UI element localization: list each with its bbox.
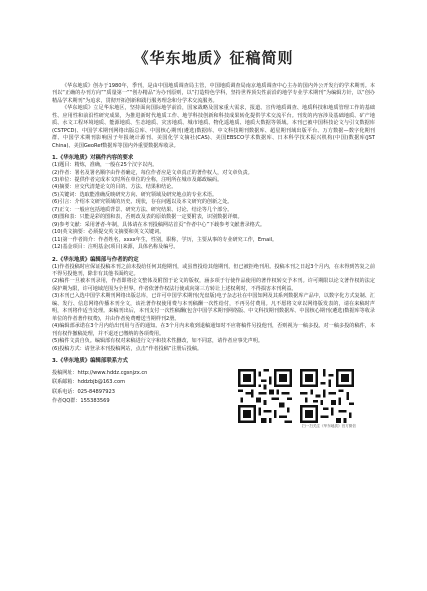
section-heading: 2.《华东地质》编辑部与作者的约定 [52,256,139,263]
section-requirements [52,154,375,251]
list-item: (5)关键词：选取能准确反映研究方向、研究领域及研究地点的专业术语。 [52,191,218,198]
list-item: (5)稿件文责自负。编辑部有权对来稿进行文字和技术性删改，如不同意，请作者应事先声明。 [52,338,263,345]
qq-group-text: 作者QQ群：155383569 [52,398,110,405]
intro [52,83,375,150]
list-item: (3)单位：提供作者完成本文时所在单位的全称，注明所在城市及邮政编码。 [52,176,223,183]
list-item: (7)正文：一般应包括地质背景、研究方法、研究结果、讨论、结论等几个部分。 [52,206,233,213]
contact-block [52,369,375,455]
submission-url-link[interactable]: 投稿网址：http://www.hddz.cgsnjzx.cn [52,369,148,376]
list-item: (4)摘要：应交代清楚论文的目的、方法、结果和结论。 [52,184,177,191]
list-item: (12)基金项目：注明基金(项目)来源，具体名称及编号。 [52,244,179,251]
list-item: (2)稿件一旦被本刊录用，作者即将论文整体及附图于论文的版权，涵多项于行使作品使用的著作权转交予本刊。许可期限以论文著作权的法定保护期为限，许可地域范围为全世界。作者依著作权法行使或向第三方转让上述权利时，不得损害本刊利益。 [52,278,375,292]
list-item: (6)引言：介绍本文研究领域的历史、现状，存在问题以及本文研究的创新之处。 [52,199,233,206]
section-agreement [52,256,375,353]
section-heading: 1.《华东地质》对稿件内容的要求 [52,155,134,162]
list-item: (2)作者：署名及署名顺序由作者确定，每位作者应是文章真正的著作权人，对文章负责。 [52,169,253,176]
phone-text: 联系电话：025-84897923 [52,388,115,395]
list-item: (11)第一作者简介：作者姓名，xxxx年生，性别，职称，学历，主要从事的专业研究工作，Email。 [52,236,278,243]
page-title: 《华东地质》征稿简则 [133,49,294,67]
qr-code-icon [238,369,292,423]
list-item: (9)参考文献：采用著者-年制，具体请在本刊投稿网站首页“作者中心”下载参考文献著录格式。 [52,221,265,228]
list-item: (1)作者投稿时应保证投稿本刊之前未投给任何其他期刊，或虽曾投给其他期刊，但已被拒绝刊用。投稿本刊之日起3个月内，在未得到答复之前不得另投他刊，除非有其他书面约定。 [52,263,375,277]
section-contact [52,357,375,455]
intro-paragraph-1: 《华东地质》创办于1980年，季刊，是由中国地质调查局主管，中国地质调查局南京地质调查中心主办的国内外公开发行的学术期刊。本刊以“正确的办刊方向”“质量第一”“创办精品”为办刊原则，以“打造特色学科，坚持世界顶尖性前沿的地学专业学术期刊”为编辑方针，以“创办精品学术期刊”为追求，贯彻开拓创新和践行服务理念和分学术交流服务。 [52,83,375,104]
list-item: (1)题目：精炼，准确，一般在25个汉字以内。 [52,162,158,169]
list-item: (6)投稿方式：请登录本刊投稿网站，点击“作者投稿”注册后投稿。 [52,345,203,352]
qr-code-icon [300,369,354,423]
list-item: (8)图和表：只能是彩的图和表，否则改及表的原始数据一定要附表，识别数据详细。 [52,214,243,221]
section-heading: 3.《华东地质》编辑部联系方式 [52,357,128,364]
email-link[interactable]: 联系邮箱：hddzbjb@163.com [52,379,126,386]
list-item: (3)本刊已入选中国学术期刊网络出版总库，已许可中国学术期刊(光盘版)电子杂志社在中国知网及其系列数据库产品中，以数字化方式复制、汇编、发行、信息网络传播本刊全文，该社著作权使用费与本刊稿酬一次性给付，不再另付费用。凡不愿将文章以网络版发表的，请在来稿时声明，本刊将作适当处理。来稿刊出后，本刊支付一次性稿酬(包含中国学术期刊网络版、中文科技期刊数据库、中国核心期刊(遴选)数据库等收录单位的作者著作权费)，并由作者免费赠送当期样刊2册。 [52,293,375,322]
list-item: (4)编辑部承诺在3个月内给出刊用与否的通知。在3个月内未收到退稿通知时不应将稿件另投他刊，否则视为一稿多投。对一稿多投的稿件，本刊有权作撤稿处理，并不退还已缴纳的各项费用。 [52,323,375,337]
list-item: (10)英文摘要：必须提交英文摘要和英文关键词。 [52,229,165,236]
qr-caption: 扫一扫关注《华东地质》官方微信 [302,423,356,428]
intro-paragraph-2: 《华东地质》立足华东地区，坚持面向国际地学前沿，国家战略及国家重大需求，报道、宣传地质调查、地质科技和地质管理工作的基础性、应用性和前沿性研究成果，为推进新时代地质工作、地学科技创新和科技成果转化提供学术交流平台。刊发的内容涉及基础地质、矿产地质、水文工程环境地质、能源地质、生态地质、灾害地质、城市地质、物化遥地质、地质大数据等领域。本刊已被中国科技论文与引文数据库(CSTPCD)、中国学术期刊网络出版总库、中国核心期刊(遴选)数据库、中文科技期刊数据库、超星期刊域出版平台、万方数据—数字化期刊群、中国学术期刊影响因子年报统计源刊、美国化学文摘社(CAS)、美国EBSCO学术数据库、日本科学技术振兴机构(中国)数据库(JST China)、美国GeoRef数据库等国内外重要数据库收录。 [52,105,375,149]
